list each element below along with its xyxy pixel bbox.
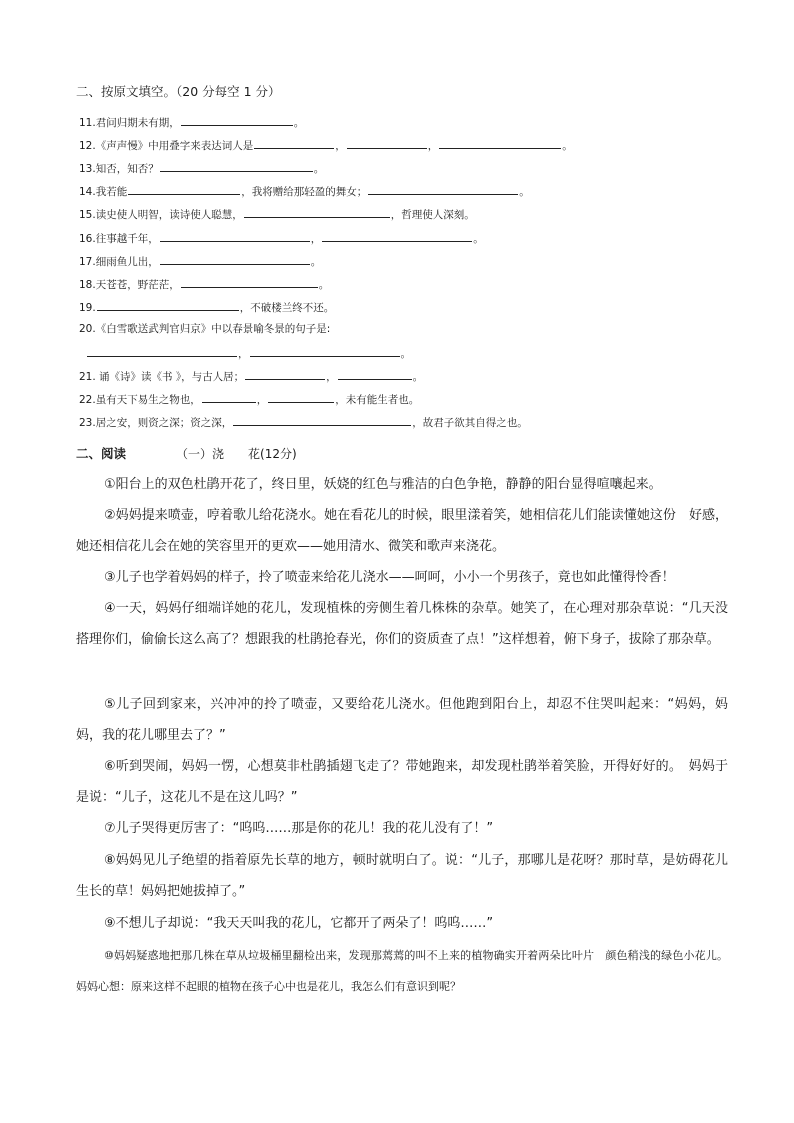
question-number: 15. (79, 209, 96, 221)
answer-blank[interactable] (202, 391, 256, 403)
question-18 (79, 276, 329, 292)
answer-blank[interactable] (254, 137, 334, 149)
question-number: 21. (79, 371, 96, 383)
answer-blank[interactable] (87, 345, 237, 357)
question-text: ，未有能生者也。 (335, 394, 420, 406)
question-text: ， (427, 140, 439, 152)
question-text: 天苍苍，野茫茫， (95, 279, 180, 291)
passage-paragraph-7: ⑦儿子哭得更厉害了：“呜呜……那是你的花儿！我的花儿没有了！” (104, 821, 494, 836)
question-text: 。 (310, 256, 322, 268)
question-text: 。 (519, 186, 530, 198)
question-text: 君问归期未有期， (95, 117, 180, 129)
reading-section-header (76, 444, 297, 462)
question-number: 14. (79, 186, 96, 198)
question-number: 11. (79, 117, 96, 129)
question-22 (79, 391, 419, 407)
question-text: ， (335, 140, 346, 152)
answer-blank[interactable] (160, 253, 310, 265)
question-15 (79, 206, 475, 222)
passage-paragraph-2: ②妈妈提来喷壶，哼着歌儿给花浇水。她在看花儿的时候，眼里漾着笑，她相信花儿们能读懂她这份 好感，她还相信花儿会在她的笑容里开的更欢——她用清水、微笑和歌声来浇花。 (76, 508, 728, 554)
question-text: ，不破楼兰终不还。 (239, 302, 335, 314)
question-text: ， (310, 233, 322, 245)
question-number: 12. (79, 140, 96, 152)
question-text: 知否，知否？ (95, 163, 159, 175)
question-text: 虽有天下易生之物也， (95, 394, 201, 406)
section-title-fill-blank: 二、按原文填空。（20 分每空 1 分） (76, 84, 281, 99)
question-text: 。 (318, 279, 330, 291)
answer-blank[interactable] (181, 276, 318, 288)
passage-paragraph-6: ⑥听到哭闹，妈妈一愣，心想莫非杜鹃插翅飞走了？带她跑来，却发现杜鹃举着笑脸，开得好好的。 妈妈于是说：“儿子，这花儿不是在这儿吗？” (76, 759, 728, 805)
question-number: 13. (79, 163, 96, 175)
question-text: 。 (473, 233, 484, 245)
answer-blank[interactable] (233, 414, 411, 426)
question-text: 。 (313, 163, 325, 175)
question-16 (79, 230, 484, 246)
answer-blank[interactable] (160, 160, 313, 172)
question-text: 诵《诗》读《书 》，与古人居； (95, 371, 245, 383)
question-17 (79, 253, 321, 269)
passage-paragraph-10: ⑩妈妈疑惑地把那几株在草从垃圾桶里翻检出来，发现那蔫蔫的叫不上来的植物确实开着两朵比叶片 颜色稍浅的绿色小花儿。妈妈心想：原来这样不起眼的植物在孩子心中也是花儿，我怎么们有意识到呢？ (76, 949, 728, 993)
question-text: ， (326, 371, 337, 383)
question-number: 17. (79, 256, 96, 268)
question-text: 。 (293, 117, 305, 129)
question-text: 。 (412, 371, 424, 383)
answer-blank[interactable] (338, 368, 412, 380)
question-text: 《声声慢》中用叠字来表达词人是 (95, 140, 254, 152)
answer-blank[interactable] (439, 137, 561, 149)
question-text: 。 (562, 140, 573, 152)
answer-blank[interactable] (322, 230, 472, 242)
question-12 (79, 137, 573, 153)
answer-blank[interactable] (268, 391, 334, 403)
question-number: 23. (79, 417, 96, 429)
question-text: ，故君子欲其自得之也。 (412, 417, 528, 429)
answer-blank[interactable] (160, 230, 310, 242)
answer-blank[interactable] (245, 368, 325, 380)
question-number: 18. (79, 279, 96, 291)
question-number: 22. (79, 394, 96, 406)
answer-blank[interactable] (97, 299, 239, 311)
question-text: ， (238, 348, 249, 360)
question-20 (79, 322, 330, 336)
question-19 (79, 299, 334, 315)
passage-paragraph-9: ⑨不想儿子却说：“我天天叫我的花儿，它都开了两朵了！呜呜……” (104, 916, 494, 931)
question-text: 读史使人明智，读诗使人聪慧， (95, 209, 243, 221)
question-21 (79, 368, 423, 384)
passage-title: （一）浇 花(12分) (176, 447, 297, 461)
question-text: 居之安，则资之深；资之深， (95, 417, 233, 429)
passage-paragraph-4: ④一天，妈妈仔细端详她的花儿，发现植株的旁侧生着几株株的杂草。她笑了，在心理对那杂草说：“几天没搭理你们，偷偷长这么高了？想跟我的杜鹃抢春光，你们的资质查了点！”这样想着，俯下身子，拔除了那杂草。 (76, 601, 728, 647)
question-text: 我若能 (95, 186, 128, 198)
answer-blank[interactable] (368, 183, 518, 195)
passage-paragraph-3: ③儿子也学着妈妈的样子，拎了喷壶来给花儿浇水——呵呵，小小一个男孩子，竟也如此懂得怜香！ (104, 570, 675, 585)
question-text: ， (256, 394, 268, 406)
answer-blank[interactable] (181, 114, 293, 126)
question-text: ，我将赠给那轻盈的舞女； (241, 186, 368, 198)
question-number: 19. (79, 302, 96, 314)
question-13 (79, 160, 324, 176)
question-text: 细雨鱼儿出， (95, 256, 159, 268)
reading-section-title: 二、阅读 (76, 446, 127, 461)
question-14 (79, 183, 530, 199)
passage-paragraph-8: ⑧妈妈见儿子绝望的指着原先长草的地方，顿时就明白了。说：“儿子，那哪儿是花呀？那时草，是妨碍花儿生长的草！妈妈把她拔掉了。” (76, 853, 728, 899)
question-text: 《白雪歌送武判官归京》中以春景喻冬景的句子是: (95, 323, 331, 335)
question-text: 往事越千年， (95, 233, 159, 245)
question-number: 16. (79, 233, 96, 245)
answer-blank[interactable] (128, 183, 240, 195)
passage-paragraph-1: ①阳台上的双色杜鹃开花了，终日里，妖娆的红色与雅洁的白色争艳，静静的阳台显得喧嚷起来。 (104, 477, 662, 492)
answer-blank[interactable] (347, 137, 427, 149)
question-number: 20. (79, 323, 96, 335)
question-20-answers (86, 345, 411, 361)
question-text: ，哲理使人深刻。 (390, 209, 475, 221)
question-11 (79, 114, 304, 130)
passage-paragraph-5: ⑤儿子回到家来，兴冲冲的拎了喷壶，又要给花儿浇水。但他跑到阳台上，却忍不住哭叫起来：“妈妈，妈妈，我的花儿哪里去了？” (76, 697, 728, 743)
question-text: 。 (400, 348, 411, 360)
question-23 (79, 414, 528, 430)
answer-blank[interactable] (244, 206, 390, 218)
answer-blank[interactable] (250, 345, 400, 357)
